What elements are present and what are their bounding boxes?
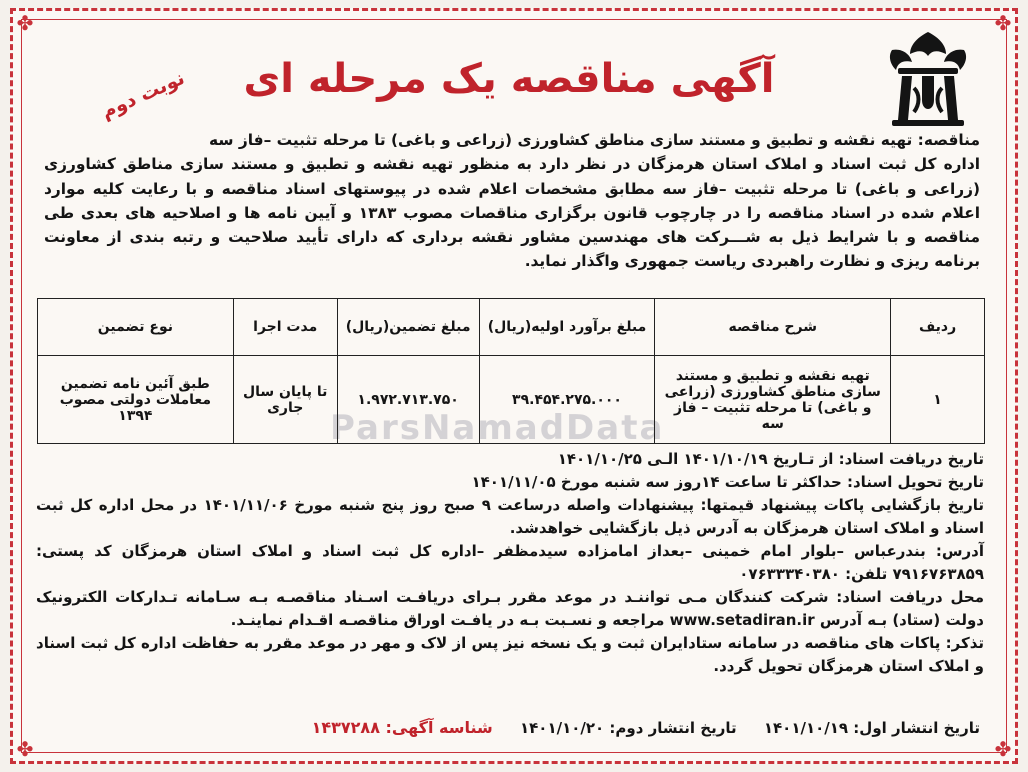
corner-ornament-icon: ✤	[994, 11, 1012, 35]
duration-cell: تا پایان سال جاری	[233, 356, 337, 444]
corner-ornament-icon: ✤	[16, 737, 34, 761]
column-header: مبلغ برآورد اولیه(ریال)	[479, 299, 655, 356]
note-info: تذکر: پاکات های مناقصه در سامانه ستادایران ثبت و یک نسخه نیز پس از لاک و مهر در موعد مقرر به حفاظت اداره کل ثبت اسناد و املاک استان هرمزگان تحویل گردد.	[36, 634, 984, 675]
estimate-amount-cell: ۳۹.۴۵۴.۲۷۵.۰۰۰	[479, 356, 655, 444]
row-number: ۱	[891, 356, 985, 444]
column-header: ردیف	[891, 299, 985, 356]
column-header: شرح مناقصه	[655, 299, 891, 356]
column-header: نوع تضمین	[38, 299, 234, 356]
column-header: مبلغ تضمین(ریال)	[337, 299, 479, 356]
second-publish-date: تاریخ انتشار دوم: ۱۴۰۱/۱۰/۲۰	[519, 719, 737, 737]
table-header-row	[38, 299, 985, 356]
registry-emblem-icon	[868, 28, 988, 128]
guarantee-type-cell: طبق آئین نامه تضمین معاملات دولتی مصوب ۱۳۹۴	[38, 356, 234, 444]
round-stamp: نوبت دوم	[98, 66, 188, 124]
tender-details	[36, 448, 984, 678]
watermark: ParsNamadData	[330, 408, 665, 448]
tender-description: اداره کل ثبت اسناد و املاک استان هرمزگان در نظر دارد به منظور تهیه نقشه و تطبیق و مستند سازی مناطق کشاورزی (زراعی و باغی) تا مرحله تثبیت –فاز سه مطابق مشخصات اعلام شده در پیوستهای اسناد مناقصه و با رعایت کلیه موارد اعلام شده در اسناد مناقصه را در چارچوب قانون برگزاری مناقصات مصوب ۱۳۸۳ و آیین نامه ها و اصلاحیه های بعدی طی مناقصه و با شرایط ذیل به شـــرکت های مهندسین مشاور نقشه برداری که دارای تأیید صلاحیت و رتبه بندی از معاونت برنامه ریزی و نظارت راهبردی ریاست جمهوری واگذار نماید.	[44, 155, 981, 271]
tender-table	[37, 298, 985, 444]
tender-title-cell: تهیه نقشه و تطبیق و مستند سازی مناطق کشاورزی (زراعی و باغی) تا مرحله تثبیت – فاز سه	[655, 356, 891, 444]
address-info: آدرس: بندرعباس –بلوار امام خمینی –بعداز امامزاده سیدمظفر –اداره کل ثبت اسناد و املاک استان هرمزگان کد پستی: ۷۹۱۶۷۶۳۸۵۹ تلفن: ۰۷۶۳۳۳۴۰۳۸۰	[36, 542, 984, 583]
table-row	[38, 356, 985, 444]
bid-opening-info: تاریخ بازگشایی پاکات پیشنهاد قیمتها: پیشنهادات واصله درساعت ۹ صبح روز پنج شنبه مورخ ۱۴۰۱/۱۱/۰۶ در محل اداره کل ثبت اسناد و املاک استان هرمزگان به آدرس ذیل بازگشایی خواهدشد.	[36, 496, 984, 537]
document-receipt-date: تاریخ دریافت اسناد: از تـاریخ ۱۴۰۱/۱۰/۱۹ الـی ۱۴۰۱/۱۰/۲۵	[557, 450, 984, 468]
document-delivery-date: تاریخ تحویل اسناد: حداکثر تا ساعت ۱۴روز سه شنبه مورخ ۱۴۰۱/۱۱/۰۵	[471, 473, 984, 491]
column-header: مدت اجرا	[233, 299, 337, 356]
ad-id: شناسه آگهی: ۱۴۳۷۲۸۸	[311, 718, 493, 737]
tender-subject: مناقصه: تهیه نقشه و تطبیق و مستند سازی مناطق کشاورزی (زراعی و باغی) تا مرحله تثبیت –فاز سه	[209, 131, 980, 149]
first-publish-date: تاریخ انتشار اول: ۱۴۰۱/۱۰/۱۹	[763, 719, 980, 737]
publication-footer	[36, 718, 980, 737]
corner-ornament-icon: ✤	[16, 11, 34, 35]
page-title: آگهی مناقصه یک مرحله ای	[243, 56, 775, 102]
document-location-info: محل دریافت اسناد: شرکت کنندگان مـی تواننـد در موعد مقرر بـرای دریافـت اسـناد مناقصـه بـه سـامانه تـدارکات الکترونیک دولت (ستاد) بـه آدرس www.setadiran.ir مراجعه و نسـبت بـه در یافـت اوراق مناقصـه اقـدام نماینـد.	[36, 588, 984, 629]
intro-paragraph	[44, 128, 980, 274]
guarantee-amount-cell: ۱.۹۷۲.۷۱۳.۷۵۰	[337, 356, 479, 444]
corner-ornament-icon: ✤	[994, 737, 1012, 761]
